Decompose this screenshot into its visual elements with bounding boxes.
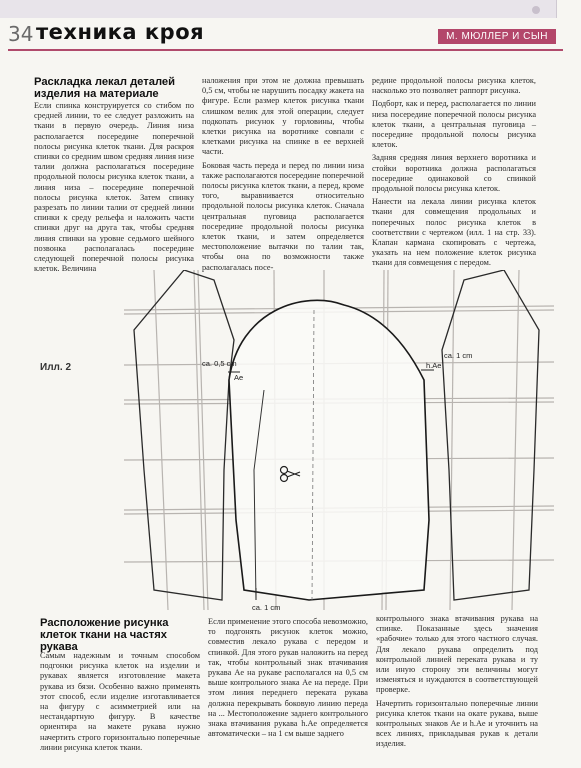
text-column-2 [202,76,364,276]
bottom-offset-label: ca. 1 cm [252,603,281,610]
text-column-3b [376,614,538,753]
text-column-1b [40,651,200,756]
header-dot [532,6,540,14]
paragraph: редине продольной полосы рисунка клеток, насколько это позволяет раппорт рисунка. [372,76,536,96]
right-offset-label: ca. 1 cm [444,351,473,360]
heading-sleeve: Расположение рисунка клеток ткани на частях рукава [40,617,169,653]
paragraph: Задняя средняя линия верхнего воротника и стойки воротника должна располагаться посередине одинаковой со спинкой продольной полосы рисунка клеток. [372,153,536,194]
pattern-figure [124,270,554,610]
front-piece-outline [134,270,234,600]
paragraph: Подборт, как и перед, располагается по линии низа посередине поперечной полосы рисунка клеток ткани, а центральная пуговица – посередине продольной полосы рисунка клеток. [372,99,536,150]
back-piece-outline [442,270,539,600]
header-tab [320,0,431,18]
paragraph: контрольного знака втачивания рукава на спинке. Показанные здесь значения «рабочие» только для этого частного случая. Для лекало рукава определить под контрольной линией переката рукава и ту или иную сторону эти величины могут изменяться и нуждаются в соответствующей проверке. [376,614,538,695]
figure-label: Илл. 2 [40,362,72,373]
paragraph: Боковая часть переда и перед по линии низа также располагаются посередине поперечной полосы рисунка клеток ткани, а перед, кроме того, выравнивается относительно продольной полосы рисунка клеток. Сначала центральная пуговица располагается посередине продольной полосы рисунка клеток ткани, и затем определяется местоположение вытачки по талии так, чтобы она по возможности также располагалась посе- [202,160,364,272]
paragraph: Нанести на лекала линии рисунка клеток ткани для совмещения продольных и поперечных полос рисунка клеток в соответствии с чертежом (илл. 1 на стр. 33). Клапан кармана скопировать с чертежа, указать на нем положение клеток рисунка ткани для совмещения с передом. [372,197,536,268]
paragraph: Если применение этого способа невозможно, то подгонять рисунок клеток можно, совместив лекало рукава с передом и спинкой. Для этого рукав наложить на перед так, чтобы контрольный знак втачивания рукава Aе на рукаве располагался на 0,5 см выше контрольного знака Aе на переде. При этом линия переднего переката рукава должна перекрывать боковую линию переда на ... Местоположение заднего контрольного знака втачивания рукава h.Ae определяется автоматически – на 1 см выше заднего [208,617,368,739]
paragraph: Если спинка конструируется со стибом по средней линии, то ее следует разложить на ткани в первую очередь. Линия низа располагается посередине поперечной полосы рисунка клеток ткани. Для раскроя спинки со средним швом средняя линия низе талии должна располагаться посередине продольной полосы рисунка клеток ткани, а линия низа – посередине поперечной полосы рисунка клеток. Затем спинку разрезать по линии талии от средней линии спинки к среду рельефа и наложить части спинки друг на друга так, чтобы средняя линия спинки на уровне седьмого шейного позвонка располагалась посередине следующей поперечной полосы рисунка клеток. Величина [34,101,194,274]
right-mark-label: h.Ae [426,361,442,370]
header-tab [0,0,111,18]
page-number: 34 [8,22,34,46]
paragraph: Самым надежным и точным способом подгонки рисунка клеток на изделии и рукавах является изготовление макета рукава из бязи. Особенно важно применять этот способ, если изделие изготавливается на фигуру с асимметрией или на нестандартную фигуру. В качестве ориентира на макете рукава нужно начертить строго горизонтально поперечные линии рисунка клеток ткани. [40,651,200,752]
header-tab [110,0,211,18]
left-mark-label: Ae [234,373,244,382]
section-title: техника кроя [36,20,205,44]
paragraph: Начертить горизонтально поперечные линии рисунка клеток ткани на окате рукава, выше контрольных знаков Ae и h.Ae и уточнить на всех линиях, прикладывая рукав к детали изделия. [376,698,538,749]
heading-layout: Раскладка лекал деталей изделия на материале [34,76,176,100]
text-column-3 [372,76,536,272]
sleeve-outline [229,300,429,600]
brand-label: М. МЮЛЛЕР И СЫН [438,29,556,44]
paragraph: наложения при этом не должна превышать 0,5 см, чтобы не нарушить посадку жакета на фигуре. Если размер клеток рисунка ткани слишком велик для этой операции, следует подкопать рисунок у горловины, чтобы клетки рисунка на воротнике совпали с клетками рисунка на спинке в ее верхней части. [202,76,364,157]
header-rule [8,49,563,51]
page-header [0,0,581,48]
text-column-1 [34,101,194,277]
text-column-2b [208,617,368,742]
left-offset-label: ca. 0,5 cm [202,359,237,368]
header-tab [210,0,321,18]
